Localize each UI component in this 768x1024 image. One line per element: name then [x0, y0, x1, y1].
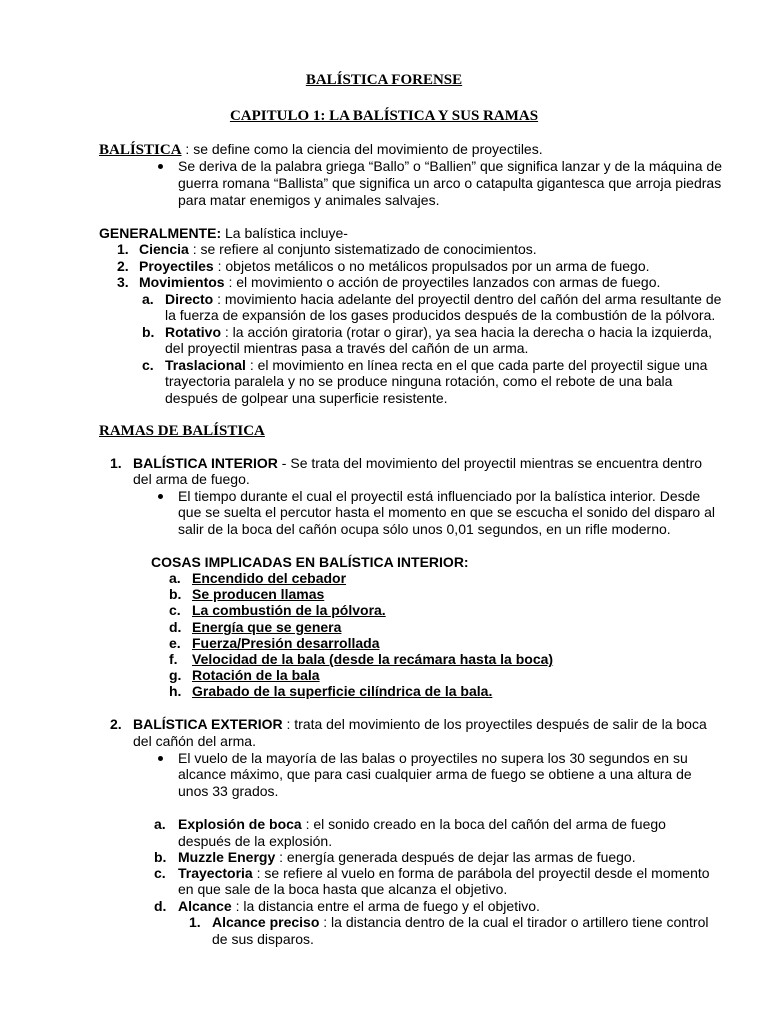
list-letter: f. [169, 651, 178, 667]
exterior-item-line: después de la explosión. [178, 833, 333, 849]
list-number: 1. [110, 455, 122, 471]
list-letter: c. [142, 357, 154, 373]
exterior-text: : trata del movimiento de los proyectiles después de salir de la boca [282, 716, 707, 732]
movement-item [165, 357, 707, 374]
item-term: Directo [165, 291, 214, 307]
bullet-icon [158, 756, 163, 761]
item-term: Trayectoria [178, 865, 253, 881]
movement-item [165, 291, 721, 308]
cosas-item: Rotación de la bala [192, 667, 320, 683]
cosas-item: La combustión de la pólvora. [192, 602, 386, 618]
generalmente-item [139, 274, 660, 291]
cosas-item: Encendido del cebador [192, 570, 347, 586]
list-letter: a. [154, 816, 166, 832]
item-term: Muzzle Energy [178, 849, 276, 865]
ramas-heading: RAMAS DE BALÍSTICA [99, 423, 265, 439]
exterior-item-line: en que sale de la boca hasta que alcanza el objetivo. [178, 881, 508, 897]
item-term: Ciencia [139, 241, 189, 257]
movement-item [165, 324, 712, 341]
cosas-item: Se producen llamas [192, 586, 325, 602]
list-letter: c. [154, 865, 166, 881]
exterior-line [133, 716, 707, 733]
interior-line [133, 455, 702, 472]
cosas-heading: COSAS IMPLICADAS EN BALÍSTICA INTERIOR: [151, 554, 469, 570]
exterior-item [178, 865, 710, 882]
list-number: 1. [117, 241, 129, 257]
alcance-item [212, 914, 709, 931]
exterior-line: del cañón del arma. [133, 733, 256, 749]
item-term: Traslacional [165, 357, 246, 373]
list-letter: h. [169, 683, 182, 699]
exterior-item [178, 816, 666, 833]
list-letter: b. [169, 586, 182, 602]
interior-bullet-line: que se suelta el percutor hasta el momento en que se escucha el sonido del disparo al [178, 504, 716, 520]
item-text: : objetos metálicos o no metálicos propulsados por un arma de fuego. [213, 258, 650, 274]
document-title: BALÍSTICA FORENSE [305, 72, 463, 88]
movement-item-line: del proyectil mientras pasa a través del cañón de un arma. [165, 340, 529, 356]
item-text: : la distancia dentro de la cual el tirador o artillero tiene control [319, 914, 709, 930]
generalmente-item [139, 258, 650, 275]
chapter-title: CAPITULO 1: LA BALÍSTICA Y SUS RAMAS [229, 108, 539, 124]
generalmente-item [139, 241, 537, 258]
list-letter: b. [154, 849, 167, 865]
cosas-item: Fuerza/Presión desarrollada [192, 635, 380, 651]
item-term: Movimientos [139, 274, 225, 290]
movement-item-line: la fuerza de expansión de los gases producidos después de la combustión de la pólvora. [165, 307, 716, 323]
item-text: : la acción giratoria (rotar o girar), ya sea hacia la derecha o hacia la izquierda, [221, 324, 713, 340]
definition-bullet-line: para matar enemigos y animales salvajes. [178, 192, 440, 208]
interior-line: del arma de fuego. [133, 471, 250, 487]
alcance-item-line: de sus disparos. [212, 931, 314, 947]
interior-text: - Se trata del movimiento del proyectil mientras se encuentra dentro [277, 455, 703, 471]
exterior-bullet-line: alcance máximo, que para casi cualquier arma de fuego se obtiene a una altura de [178, 766, 692, 782]
bullet-icon [158, 494, 163, 499]
definition-bullet-line: guerra romana “Ballista” que significa un arco o catapulta gigantesca que arroja piedras [178, 175, 722, 191]
movement-item-line: después de golpear una superficie resistente. [165, 390, 448, 406]
list-number: 1. [189, 914, 201, 930]
definition-line [99, 141, 543, 160]
item-term: Rotativo [165, 324, 221, 340]
item-term: Alcance preciso [212, 914, 320, 930]
interior-bullet-line: salir de la boca del cañón ocupa sólo unos 0,01 segundos, en un rifle moderno. [178, 521, 671, 537]
item-term: Proyectiles [139, 258, 214, 274]
item-text: : se refiere al vuelo en forma de parábola del proyectil desde el momento [252, 865, 710, 881]
generalmente-text: La balística incluye- [221, 225, 348, 241]
definition-bullet-line: Se deriva de la palabra griega “Ballo” o “Ballien” que significa lanzar y de la máquina de [178, 158, 722, 174]
exterior-item [178, 849, 636, 866]
list-number: 3. [117, 274, 129, 290]
list-letter: a. [169, 570, 181, 586]
bullet-icon [158, 164, 163, 169]
cosas-item: Energía que se genera [192, 619, 342, 635]
list-letter: d. [169, 619, 182, 635]
movement-item-line: trayectoria paralela y no se produce ninguna rotación, como el rebote de una bala [165, 373, 673, 389]
item-text: : la distancia entre el arma de fuego y el objetivo. [231, 898, 540, 914]
list-letter: d. [154, 898, 167, 914]
cosas-item: Grabado de la superficie cilíndrica de la bala. [192, 683, 493, 699]
item-text: : el sonido creado en la boca del cañón del arma de fuego [301, 816, 666, 832]
exterior-bullet-line: unos 33 grados. [178, 783, 279, 799]
item-text: : movimiento hacia adelante del proyectil dentro del cañón del arma resultante de [213, 291, 722, 307]
item-text: : se refiere al conjunto sistematizado de conocimientos. [188, 241, 537, 257]
item-text: : el movimiento o acción de proyectiles lanzados con armas de fuego. [224, 274, 661, 290]
list-letter: g. [169, 667, 182, 683]
exterior-bullet-line: El vuelo de la mayoría de las balas o proyectiles no supera los 30 segundos en su [178, 750, 688, 766]
list-letter: b. [142, 324, 155, 340]
exterior-item [178, 898, 540, 915]
list-letter: a. [142, 291, 154, 307]
generalmente-term: GENERALMENTE: [99, 225, 222, 241]
interior-bullet-line: El tiempo durante el cual el proyectil está influenciado por la balística interior. Desde [178, 488, 701, 504]
item-text: : el movimiento en línea recta en el que cada parte del proyectil sigue una [245, 357, 708, 373]
list-number: 2. [110, 716, 122, 732]
item-text: : energía generada después de dejar las armas de fuego. [275, 849, 636, 865]
exterior-term: BALÍSTICA EXTERIOR [133, 716, 283, 732]
item-term: Explosión de boca [178, 816, 302, 832]
item-term: Alcance [178, 898, 232, 914]
list-number: 2. [117, 258, 129, 274]
definition-term: BALÍSTICA [99, 142, 182, 158]
definition-text: : se define como la ciencia del movimiento de proyectiles. [181, 141, 543, 157]
list-letter: e. [169, 635, 181, 651]
list-letter: c. [169, 602, 181, 618]
interior-term: BALÍSTICA INTERIOR [133, 455, 278, 471]
generalmente-line [99, 225, 348, 242]
cosas-item: Velocidad de la bala (desde la recámara hasta la boca) [192, 651, 554, 667]
